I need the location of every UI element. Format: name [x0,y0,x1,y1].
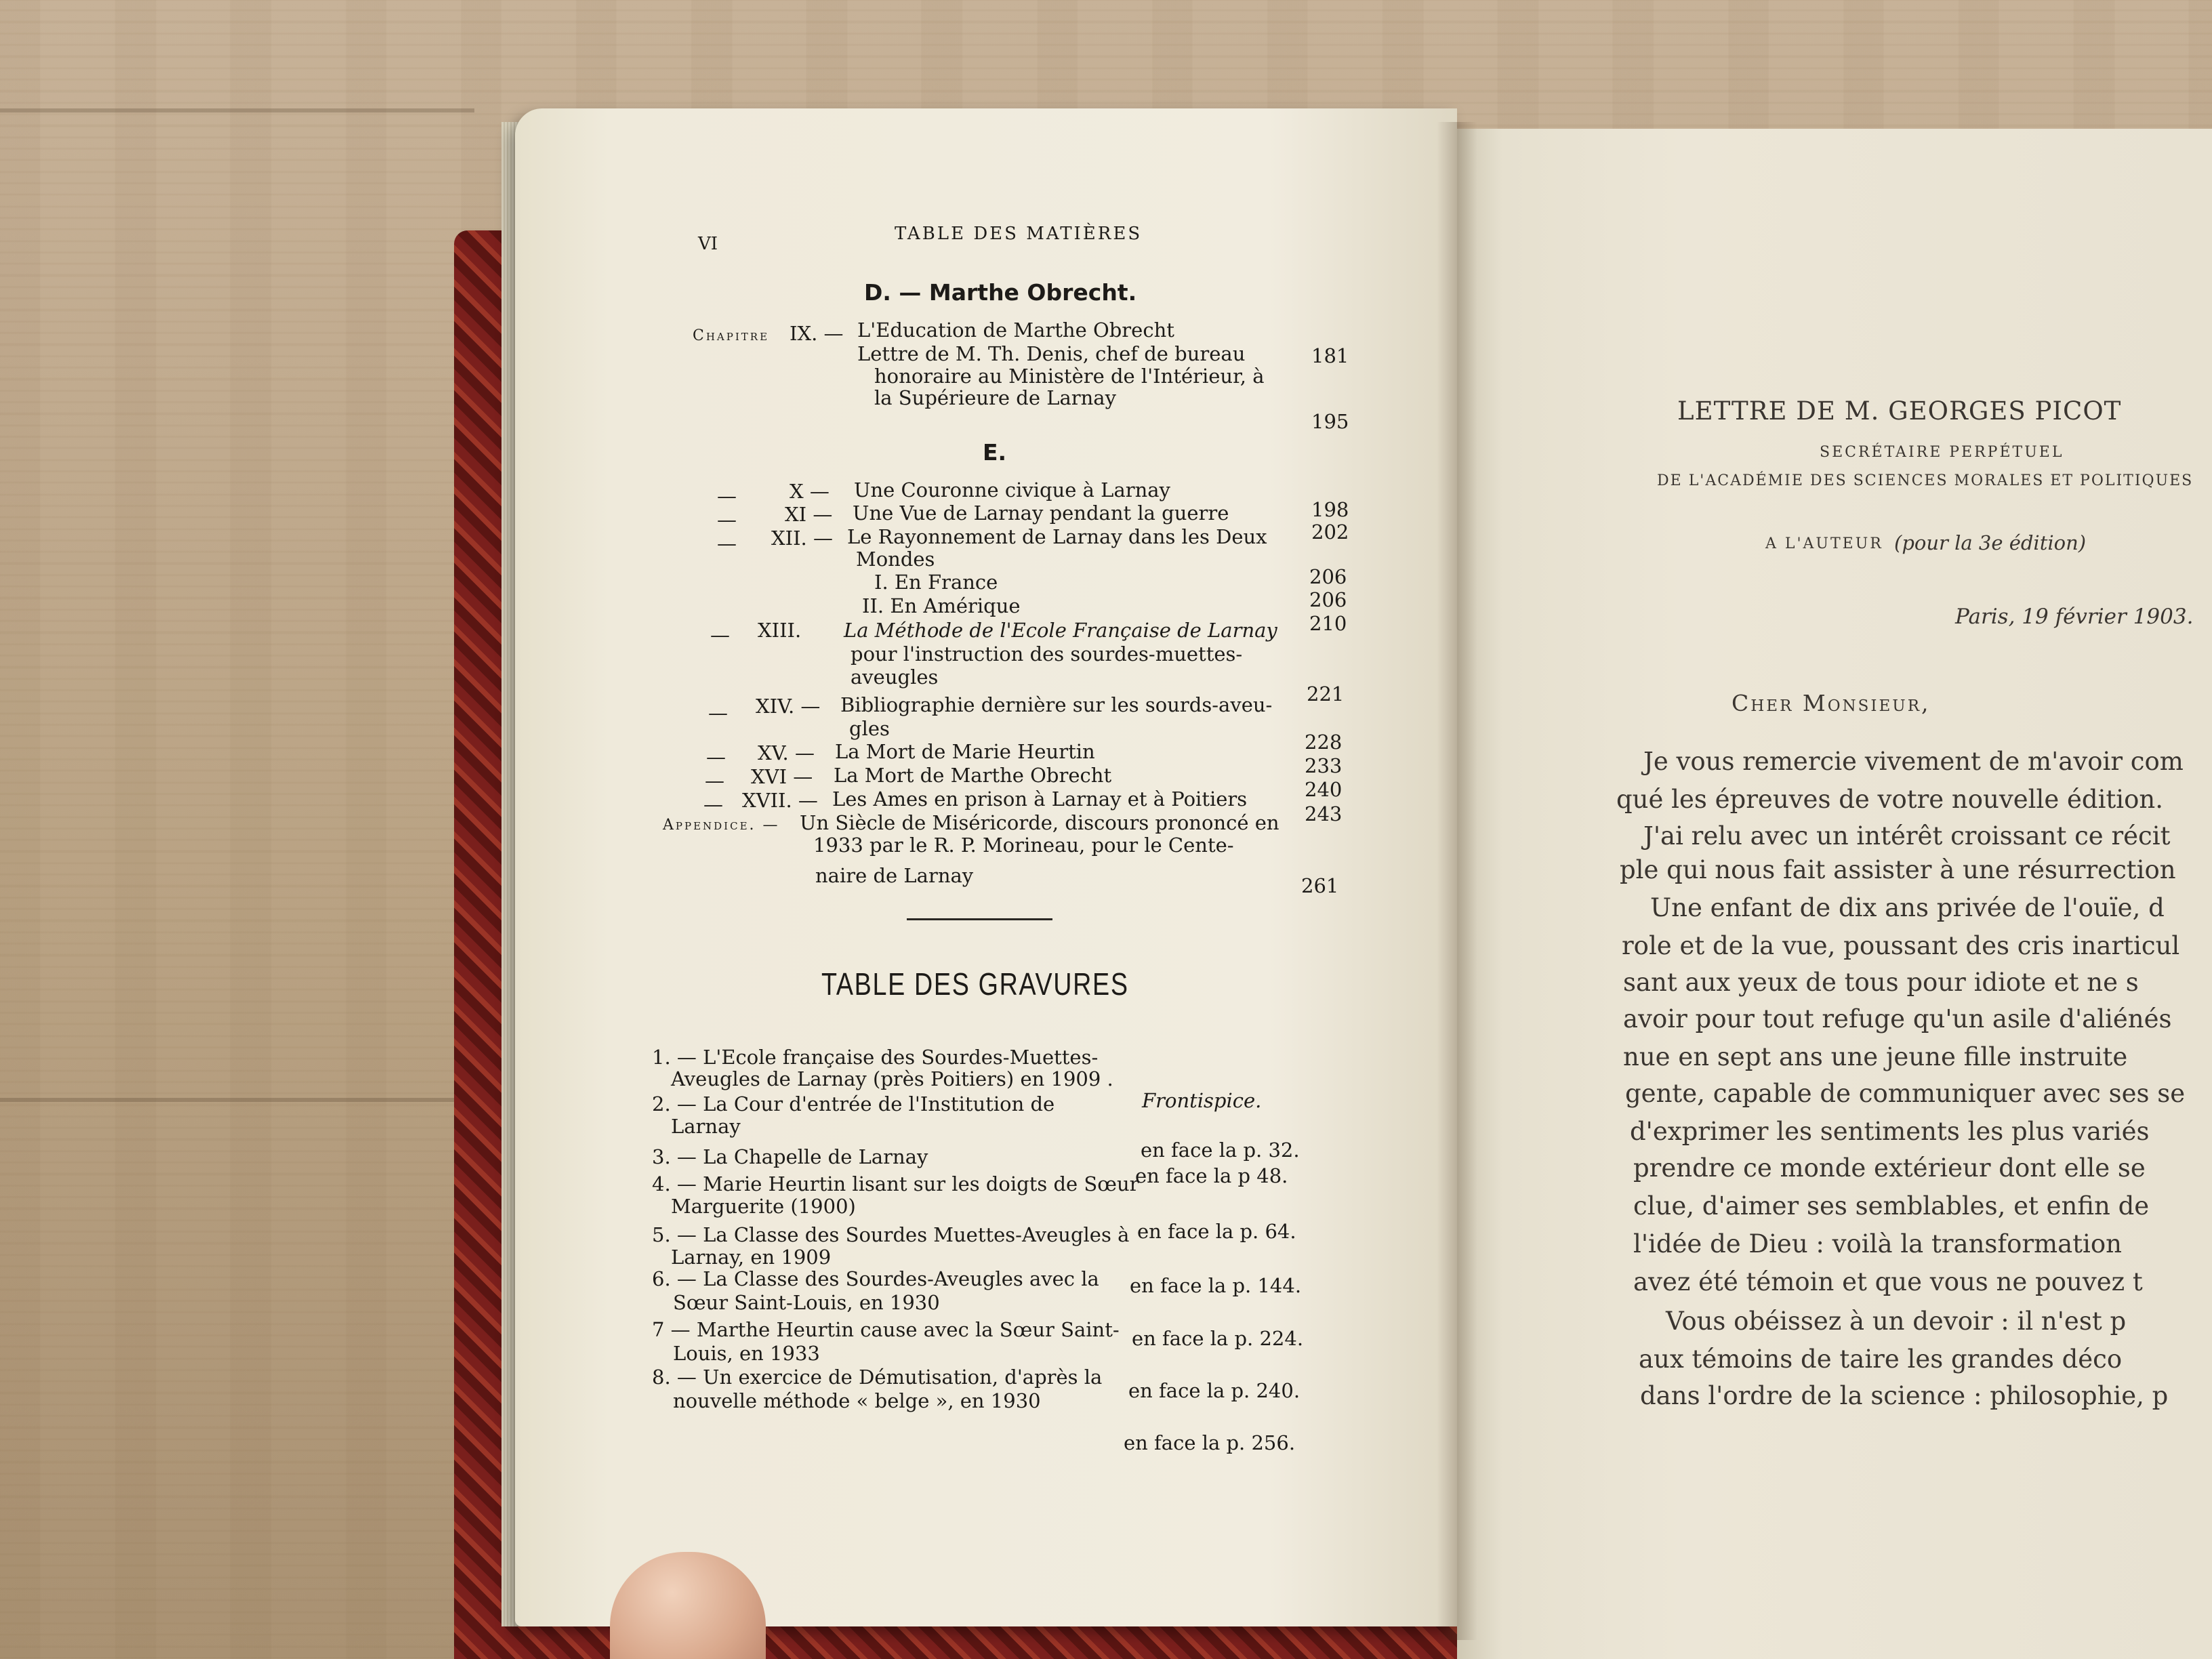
toc-x-title: Une Couronne civique à Larnay [854,478,1170,501]
letter-dateline: Paris, 19 février 1903. [1955,605,2194,629]
toc-xvii-number: XVII. — [742,789,818,812]
letter-body-line: Je vous remercie vivement de m'avoir com [1643,747,2184,776]
toc-x-number: X — [790,480,830,503]
gravure-1-line2: Aveugles de Larnay (près Poitiers) en 1909 . [671,1067,1113,1090]
book-gutter [1437,122,1477,1640]
toc-xi-title: Une Vue de Larnay pendant la guerre [853,501,1229,525]
toc-xiii-number: XIII. [758,619,802,642]
gravure-6-line2: Sœur Saint-Louis, en 1930 [673,1291,940,1314]
toc-xii-title-line1: Le Rayonnement de Larnay dans les Deux [847,525,1267,548]
toc-appendice-line1: Un Siècle de Miséricorde, discours prononcé en [800,811,1279,834]
toc-amerique: II. En Amérique [862,594,1021,617]
toc-lettre-line1: Lettre de M. Th. Denis, chef de bureau [857,342,1246,365]
toc-xv-title: La Mort de Marie Heurtin [835,740,1095,763]
gravure-1-line1: 1. — L'Ecole française des Sourdes-Muettes- [652,1046,1099,1069]
wood-plank-seam [0,108,474,112]
toc-france-page: 206 [1309,565,1347,588]
chapitre-label: Chapitre [693,327,770,344]
toc-ix-title: L'Education de Marthe Obrecht [857,319,1174,342]
letter-body-line: role et de la vue, poussant des cris inarticul [1622,931,2180,960]
appendice-label: Appendice. — [663,817,780,834]
gravure-4-line2: Marguerite (1900) [671,1195,856,1218]
letter-body-line: d'exprimer les sentiments les plus variés [1630,1117,2150,1146]
toc-xv-page: 228 [1305,731,1343,754]
page-number: VI [698,234,718,254]
toc-xiii-title-line3: aveugles [851,665,939,689]
toc-appendice-page-a: 243 [1305,802,1343,825]
section-divider [907,918,1052,920]
toc-dash: — [705,769,724,792]
gravure-8-line2: nouvelle méthode « belge », en 1930 [673,1389,1041,1412]
toc-xiv-number: XIV. — [756,695,821,718]
toc-lettre-line2: honoraire au Ministère de l'Intérieur, à [874,365,1265,388]
letter-body-line: nue en sept ans une jeune fille instruite [1623,1042,2128,1071]
letter-body-line: Une enfant de dix ans privée de l'ouïe, d [1650,893,2165,922]
toc-appendice-line2: 1933 par le R. P. Morineau, pour le Cente- [813,834,1234,857]
gravure-7-line1: 7 — Marthe Heurtin cause avec la Sœur Saint- [652,1318,1120,1341]
toc-xvi-title: La Mort de Marthe Obrecht [834,764,1112,787]
toc-ix-page: 181 [1311,344,1349,367]
section-d-heading: D. — Marthe Obrecht. [864,279,1137,306]
letter-body-line: clue, d'aimer ses semblables, et enfin de [1633,1191,2150,1221]
gravure-8-ref: en face la p. 256. [1124,1431,1296,1454]
gravure-1-ref: Frontispice. [1142,1089,1262,1112]
letter-edition: (pour la 3e édition) [1894,531,2087,554]
toc-xiii-title-line2: pour l'instruction des sourdes-muettes- [851,642,1243,665]
toc-xi-page: 202 [1311,520,1349,544]
toc-dash: — [717,485,737,508]
letter-body-line: qué les épreuves de votre nouvelle édition. [1616,785,2163,814]
toc-xii-title-line2: Mondes [856,548,935,571]
toc-lettre-page: 195 [1311,410,1349,433]
section-e-heading: E. [983,439,1007,466]
gravure-4-line1: 4. — Marie Heurtin lisant sur les doigts de Sœur [652,1172,1139,1195]
toc-appendice-page-b: 261 [1301,874,1339,897]
toc-dash: — [717,532,737,555]
toc-xiv-title-line1: Bibliographie dernière sur les sourds-aveu- [840,693,1273,716]
gravure-2-line2: Larnay [671,1115,741,1138]
letter-academie: DE L'ACADÉMIE DES SCIENCES MORALES ET POLITIQUES [1657,472,2194,489]
gravures-title: TABLE DES GRAVURES [821,966,1129,1002]
gravure-7-ref: en face la p. 240. [1128,1379,1300,1402]
toc-dash: — [703,793,723,816]
toc-france: I. En France [874,571,998,594]
toc-xiv-page: 221 [1307,682,1345,705]
letter-salutation: Cher Monsieur, [1732,690,1931,716]
letter-to-author: A L'AUTEUR [1765,535,1883,552]
toc-appendice-line3: naire de Larnay [815,864,974,887]
toc-dash: — [717,508,737,531]
gravure-5-ref: en face la p. 144. [1130,1274,1302,1297]
toc-xv-number: XV. — [758,741,815,764]
letter-body-line: avez été témoin et que vous ne pouvez t [1633,1267,2143,1296]
toc-x-page: 198 [1311,498,1349,521]
toc-xvi-page: 233 [1305,754,1343,777]
gravure-6-line1: 6. — La Classe des Sourdes-Aveugles avec la [652,1267,1099,1290]
letter-body-line: avoir pour tout refuge qu'un asile d'aliénés [1623,1004,2172,1033]
gravure-8-line1: 8. — Un exercice de Démutisation, d'après la [652,1366,1103,1389]
toc-amerique-page: 206 [1309,588,1347,611]
toc-xvii-title: Les Ames en prison à Larnay et à Poitiers [832,787,1248,811]
toc-dash: — [706,745,726,769]
toc-xiii-title-line1: La Méthode de l'Ecole Française de Larnay [844,619,1277,642]
letter-body-line: J'ai relu avec un intérêt croissant ce récit [1643,821,2171,851]
letter-body-line: prendre ce monde extérieur dont elle se [1633,1153,2146,1183]
gravure-5-line2: Larnay, en 1909 [671,1246,832,1269]
toc-xvi-number: XVI — [751,765,813,788]
toc-ix-number: IX. — [790,322,844,345]
letter-body-line: Vous obéissez à un devoir : il n'est p [1666,1307,2127,1336]
gravure-4-ref: en face la p. 64. [1137,1220,1296,1243]
letter-body-line: sant aux yeux de tous pour idiote et ne s [1623,968,2139,997]
toc-lettre-line3: la Supérieure de Larnay [874,386,1116,409]
toc-dash: — [708,701,728,724]
gravure-3-line1: 3. — La Chapelle de Larnay [652,1145,928,1168]
toc-xiv-title-line2: gles [849,717,890,740]
toc-xi-number: XI — [785,503,833,526]
letter-body-line: aux témoins de taire les grandes déco [1639,1345,2123,1374]
letter-body-line: dans l'ordre de la science : philosophie, p [1640,1381,2169,1410]
toc-dash: — [710,623,730,647]
gravure-2-line1: 2. — La Cour d'entrée de l'Institution de [652,1092,1055,1115]
gravure-2-ref: en face la p. 32. [1141,1139,1300,1162]
letter-heading: LETTRE DE M. GEORGES PICOT [1677,396,2122,426]
letter-body-line: gente, capable de communiquer avec ses se [1625,1079,2186,1108]
toc-xvii-page: 240 [1305,778,1343,801]
gravure-6-ref: en face la p. 224. [1132,1327,1304,1350]
gravure-3-ref: en face la p 48. [1135,1164,1288,1187]
gravure-5-line1: 5. — La Classe des Sourdes Muettes-Aveugles à [652,1223,1130,1246]
letter-body-line: ple qui nous fait assister à une résurrection [1620,855,2176,884]
toc-xii-number: XII. — [771,527,833,550]
gravure-7-line2: Louis, en 1933 [673,1342,820,1365]
letter-body-line: l'idée de Dieu : voilà la transformation [1633,1229,2122,1258]
letter-sub-title: SECRÉTAIRE PERPÉTUEL [1820,444,2064,461]
toc-xiii-page: 210 [1309,612,1347,635]
running-head: TABLE DES MATIÈRES [895,224,1143,244]
